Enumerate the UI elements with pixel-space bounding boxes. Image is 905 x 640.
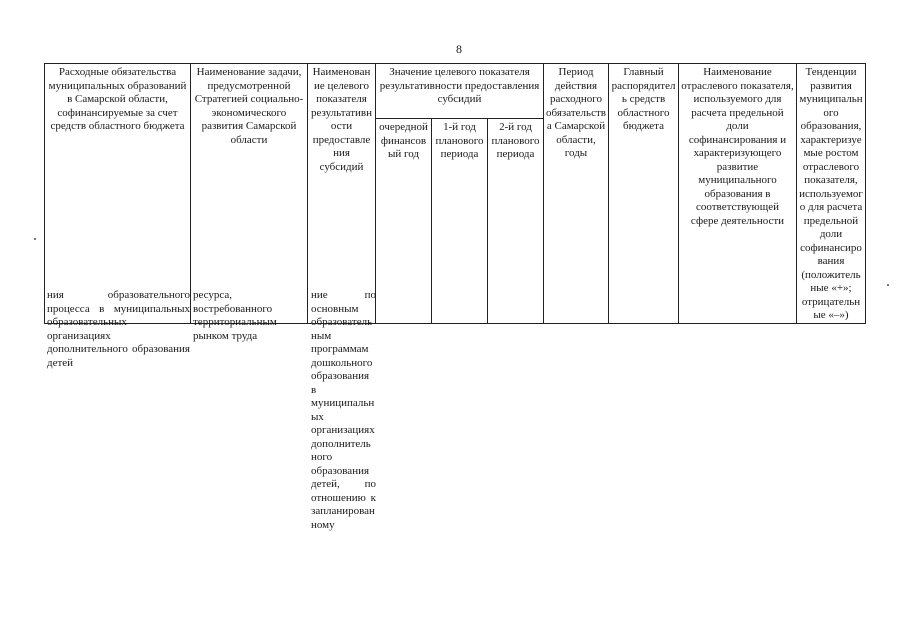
- continuation-col3-text: ние по основным образовательным программам дошкольного образования в муниципальных организациях дополнительного образования детей, по отношению к запланированному: [311, 289, 376, 531]
- header-target-indicator: Наименование целевого показателя результативности предоставления субсидий: [308, 64, 376, 324]
- header-development-trends: Тенденции развития муниципального образования, характеризуемые ростом отраслевого показателя, используемого для расчета предельной доли софинансирования (положительные «+»; отрицательные «–»): [797, 64, 866, 324]
- continuation-col1-text: ния образовательного процесса в муниципальных образовательных организациях дополнительного образования детей: [47, 289, 190, 369]
- continuation-col2-text: ресурса, востребованного территориальным рынком труда: [193, 289, 277, 342]
- header-next-fiscal-year: очередной финансовый год: [376, 119, 432, 323]
- header-planning-year-1: 1-й год планового периода: [432, 119, 488, 323]
- header-chief-administrator: Главный распорядитель средств областного бюджета: [609, 64, 679, 324]
- page-number: 8: [456, 42, 462, 56]
- header-strategy-task: Наименование задачи, предусмотренной Стратегией социально-экономического развития Самарской области: [191, 64, 308, 324]
- header-expense-obligations: Расходные обязательства муниципальных образований в Самарской области, софинансируемые за счет средств областного бюджета: [45, 64, 191, 324]
- header-indicator-values-group: Значение целевого показателя результативности предоставления субсидий: [376, 64, 544, 119]
- header-sector-indicator: Наименование отраслевого показателя, используемого для расчета предельной доли софинансирования и характеризующего развитие муниципального образования в соответствующей сфере деятельности: [679, 64, 797, 324]
- header-table: [44, 63, 866, 324]
- header-planning-year-2: 2-й год планового периода: [488, 119, 544, 323]
- scan-speck: [887, 284, 889, 286]
- scan-speck: [34, 238, 36, 240]
- header-validity-period: Период действия расходного обязательства Самарской области, годы: [544, 64, 609, 324]
